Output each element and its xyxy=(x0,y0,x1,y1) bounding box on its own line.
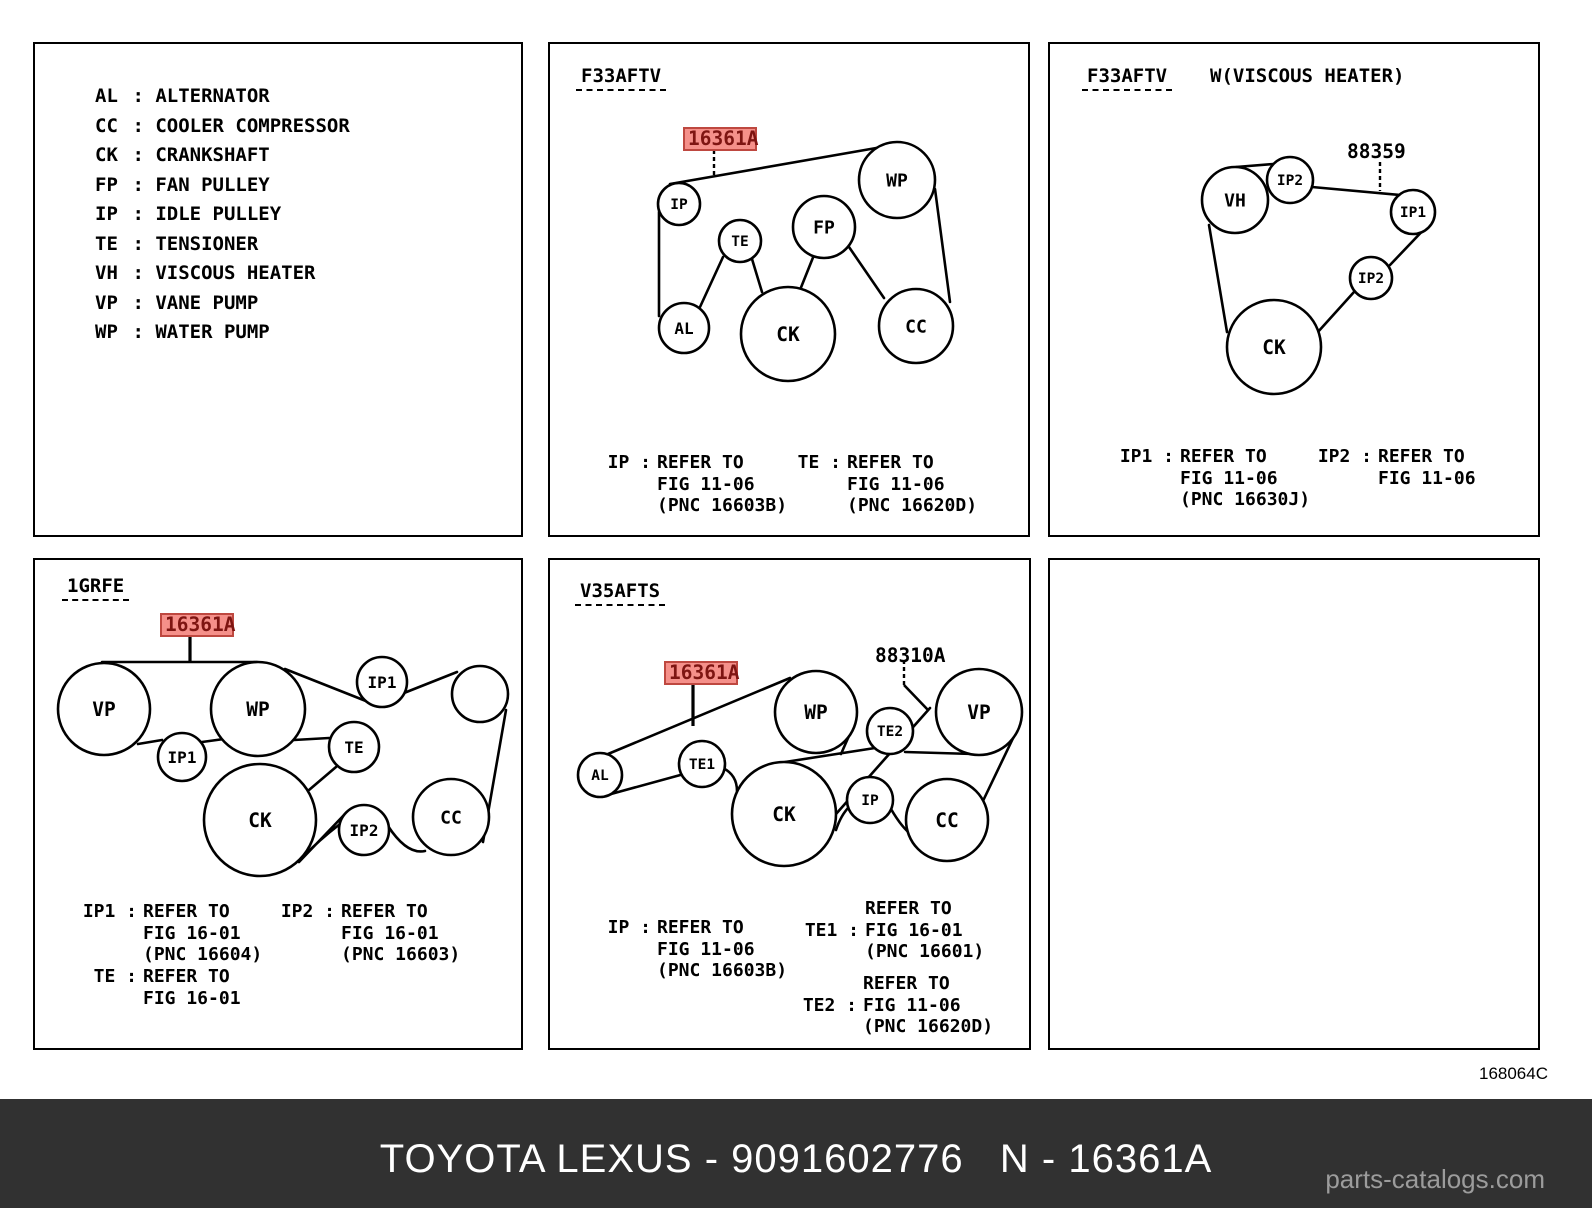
part-number-label: 88359 xyxy=(1347,140,1406,163)
panel-title: 1GRFE xyxy=(62,575,129,601)
pulley-label: CK xyxy=(1262,336,1286,360)
reference-note: IP2 : REFER TO FIG 16-01 (PNC 16603) xyxy=(280,901,461,965)
belt-diagram-f33aftv-viscous xyxy=(1050,44,1538,535)
part-number-highlight[interactable]: 16361A xyxy=(664,661,738,685)
pulley-label: VP xyxy=(967,701,991,725)
legend-item: AL : ALTERNATOR xyxy=(95,85,270,107)
panel-1grfe xyxy=(33,558,523,1050)
reference-note: REFER TO TE2 : FIG 11-06 (PNC 16620D) xyxy=(802,973,994,1037)
pulley-layer xyxy=(1202,157,1435,394)
pulley-label: VH xyxy=(1224,190,1246,212)
pulley-label: CC xyxy=(905,316,927,338)
legend-list xyxy=(95,82,350,348)
pulley-label: TE2 xyxy=(876,724,904,741)
panel-v35afts xyxy=(548,558,1031,1050)
pulley-label: IP1 xyxy=(1399,205,1427,222)
pulley-label: WP xyxy=(246,698,270,722)
panel-subtitle: W(VISCOUS HEATER) xyxy=(1210,65,1405,87)
panel-legend xyxy=(33,42,523,537)
footer-title: TOYOTA LEXUS - 9091602776 N - 16361A xyxy=(379,1137,1213,1181)
reference-note: IP1 : REFER TO FIG 16-01 (PNC 16604) xyxy=(82,901,263,965)
legend-item: WP : WATER PUMP xyxy=(95,321,270,343)
legend-item: FP : FAN PULLEY xyxy=(95,173,270,196)
pulley-label: IP2 xyxy=(1276,173,1304,190)
panel-f33aftv xyxy=(548,42,1030,537)
reference-note: IP : REFER TO FIG 11-06 (PNC 16603B) xyxy=(607,452,788,516)
reference-note: TE : REFER TO FIG 16-01 xyxy=(93,966,241,1009)
pulley-label: IP1 xyxy=(167,747,197,767)
legend-item: TE : TENSIONER xyxy=(95,232,259,255)
pulley-label: IP xyxy=(670,197,688,214)
pulley-label: TE xyxy=(731,234,749,251)
belt-diagram-1grfe xyxy=(35,560,521,1048)
pulley-label: WP xyxy=(886,170,908,192)
pulley-label: CK xyxy=(772,803,796,827)
pulley-label: FP xyxy=(813,217,835,239)
reference-note: IP2 : REFER TO FIG 11-06 xyxy=(1317,446,1476,489)
pulley-label: IP1 xyxy=(367,672,397,692)
pulley-label: VP xyxy=(92,698,116,722)
legend-item: VH : VISCOUS HEATER xyxy=(95,262,316,284)
pulley-label: WP xyxy=(804,701,828,725)
part-number-highlight[interactable]: 16361A xyxy=(683,127,757,151)
pulley-layer xyxy=(578,669,1022,866)
pulley-label: AL xyxy=(591,768,609,785)
pulley-layer xyxy=(58,657,508,876)
part-number-highlight[interactable]: 16361A xyxy=(160,613,234,637)
panel-empty xyxy=(1048,558,1540,1050)
belt-diagram-f33aftv xyxy=(550,44,1028,535)
panel-f33aftv-viscous xyxy=(1048,42,1540,537)
reference-note: IP1 : REFER TO FIG 11-06 (PNC 16630J) xyxy=(1119,446,1311,510)
panel-title: V35AFTS xyxy=(575,580,665,606)
pulley-label: CC xyxy=(440,807,462,829)
pulley-label: TE xyxy=(344,737,364,757)
pulley-label: CC xyxy=(935,809,959,833)
watermark-link[interactable]: parts-catalogs.com xyxy=(1325,1164,1545,1194)
leader-line xyxy=(904,685,928,710)
legend-item: CC : COOLER COMPRESSOR xyxy=(95,114,350,137)
part-number-label: 88310A xyxy=(875,644,946,667)
pulley-label: IP xyxy=(861,793,879,810)
panel-title: F33AFTV xyxy=(576,65,666,91)
pulley-label: TE1 xyxy=(688,757,716,774)
legend-item: CK : CRANKSHAFT xyxy=(95,144,270,166)
legend-item: IP : IDLE PULLEY xyxy=(95,203,282,225)
reference-note: REFER TO TE1 : FIG 16-01 (PNC 16601) xyxy=(804,898,985,962)
pulley-label: AL xyxy=(674,318,694,338)
belt-diagram-v35afts xyxy=(550,560,1029,1048)
figure-code: 168064C xyxy=(1478,1064,1548,1083)
pulley-label: IP2 xyxy=(1357,271,1385,288)
pulley-label: CK xyxy=(776,323,800,347)
reference-note: IP : REFER TO FIG 11-06 (PNC 16603B) xyxy=(607,917,788,981)
reference-note: TE : REFER TO FIG 11-06 (PNC 16620D) xyxy=(797,452,978,516)
pulley-label: CK xyxy=(248,809,272,833)
panel-title: F33AFTV xyxy=(1082,65,1172,91)
pulley-circle-idler xyxy=(452,666,508,722)
legend-item: VP : VANE PUMP xyxy=(95,291,259,314)
pulley-label: IP2 xyxy=(349,820,379,840)
